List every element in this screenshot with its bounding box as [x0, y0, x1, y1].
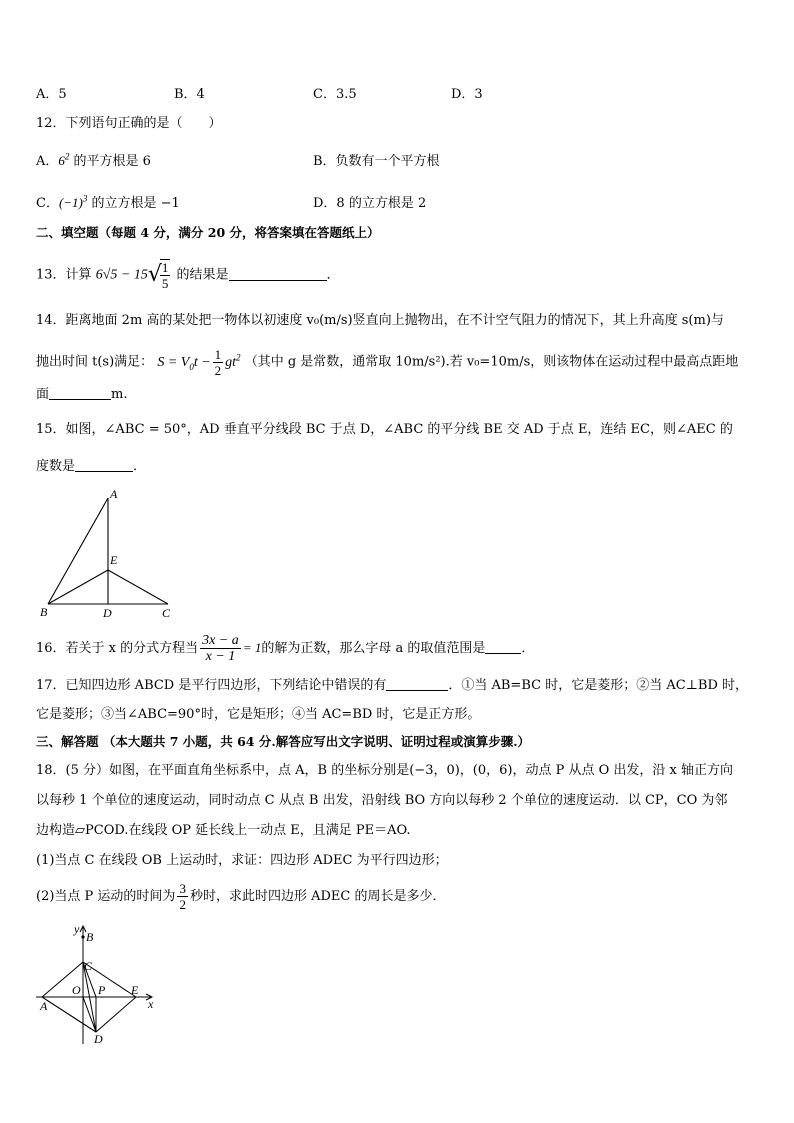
- q18-line1: 18．(5 分）如图，在平面直角坐标系中，点 A，B 的坐标分别是(−3，0)，(0，6)，动点 P 从点 O 出发，沿 x 轴正方向: [36, 763, 734, 778]
- q18-figure: [34, 922, 164, 1046]
- q11-option-c: C．3.5: [313, 87, 357, 102]
- section-2-heading: 二、填空题（每题 4 分，满分 20 分，将答案填在答题纸上）: [36, 225, 380, 240]
- segment-ad: [42, 997, 96, 1032]
- label-y: y: [74, 922, 80, 936]
- q12-option-c: C．$(-1)^3$ 的立方根是 −1: [36, 193, 180, 211]
- q11-option-d: D．3: [451, 87, 483, 102]
- q17-answer-blank[interactable]: [386, 676, 448, 691]
- label-o: O: [72, 983, 81, 997]
- q15-answer-blank[interactable]: [75, 457, 133, 472]
- q18-line2: 以每秒 1 个单位的速度运动，同时动点 C 从点 B 出发，沿射线 BO 方向以每秒 2 个单位的速度运动．以 CP，CO 为邻: [36, 793, 728, 808]
- label-e: E: [131, 983, 139, 997]
- segment-ec: [108, 570, 168, 604]
- label-d: D: [103, 606, 112, 620]
- q15-line2: 度数是 ．: [36, 459, 147, 474]
- q18-line3: 边构造▱PCOD.在线段 OP 延长线上一动点 E，且满足 PE＝AO.: [36, 823, 411, 838]
- q16: 16．若关于 x 的分式方程当 $\frac{3x - a}{x - 1}$ = 1的解为正数，那么字母 a 的取值范围是 ．: [36, 633, 535, 664]
- q15-line1: 15．如图，∠ABC = 50°，AD 垂直平分线段 BC 于点 D，∠ABC 的平分线 BE 交 AD 于点 E，连结 EC，则∠AEC 的: [36, 422, 733, 437]
- q12-option-a: A．$6^2$ 的平方根是 6: [36, 151, 151, 169]
- label-e: E: [110, 553, 118, 567]
- q18-part1: (1)当点 C 在线段 OB 上运动时，求证：四边形 ADEC 为平行四边形；: [36, 853, 448, 868]
- q14-line2: 抛出时间 t(s)满足： $S = V_0t$ − $\frac{1}{2}$ $gt^2$ （其中 g 是常数，通常取 10m/s²).若 v₀=10m/s，则该物体在运动过程中最高点距地: [36, 346, 739, 378]
- label-c: C: [162, 606, 171, 620]
- label-a: A: [40, 999, 48, 1013]
- label-d: D: [94, 1032, 103, 1046]
- q16-answer-blank[interactable]: [485, 639, 521, 654]
- q15-figure: [36, 486, 186, 620]
- q18-part2: (2)当点 P 运动的时间为 $\frac{3}{2}$ 秒时，求此时四边形 ADEC 的周长是多少．: [36, 881, 446, 912]
- q14-line3: 面 m.: [36, 387, 128, 402]
- q17-line2: 它是菱形；③当∠ABC=90°时，它是矩形；④当 AC=BD 时，它是正方形。: [36, 707, 481, 722]
- q13-answer-blank[interactable]: [229, 266, 327, 281]
- q12-stem: 12．下列语句正确的是（ ）: [36, 116, 222, 131]
- label-p: P: [98, 983, 106, 997]
- q11-option-a: A．5: [36, 87, 67, 102]
- label-c: C: [84, 959, 93, 973]
- q12-option-b: B．负数有一个平方根: [313, 154, 440, 169]
- q13: 13．计算 6√5 − 15√ $\frac{1}{5}$ 的结果是 ．: [36, 260, 340, 291]
- q14-answer-blank[interactable]: [49, 385, 111, 400]
- segment-ab: [48, 498, 108, 604]
- label-a: A: [110, 487, 118, 501]
- q11-option-b: B．4: [174, 87, 205, 102]
- label-b: B: [86, 930, 94, 944]
- label-x: x: [148, 997, 154, 1011]
- q14-line1: 14．距离地面 2m 高的某处把一物体以初速度 v₀(m/s)竖直向上抛物出，在不计空气阻力的情况下，其上升高度 s(m)与: [36, 313, 724, 328]
- label-b: B: [40, 605, 48, 619]
- point-b: [81, 935, 84, 938]
- q12-option-d: D．8 的立方根是 2: [313, 196, 427, 211]
- q17-line1: 17．已知四边形 ABCD 是平行四边形，下列结论中错误的有 ．①当 AB=BC 时，它是菱形；②当 AC⊥BD 时，: [36, 678, 749, 693]
- section-3-heading: 三、解答题 （本大题共 7 小题，共 64 分.解答应写出文字说明、证明过程或演算步骤.）: [36, 734, 531, 749]
